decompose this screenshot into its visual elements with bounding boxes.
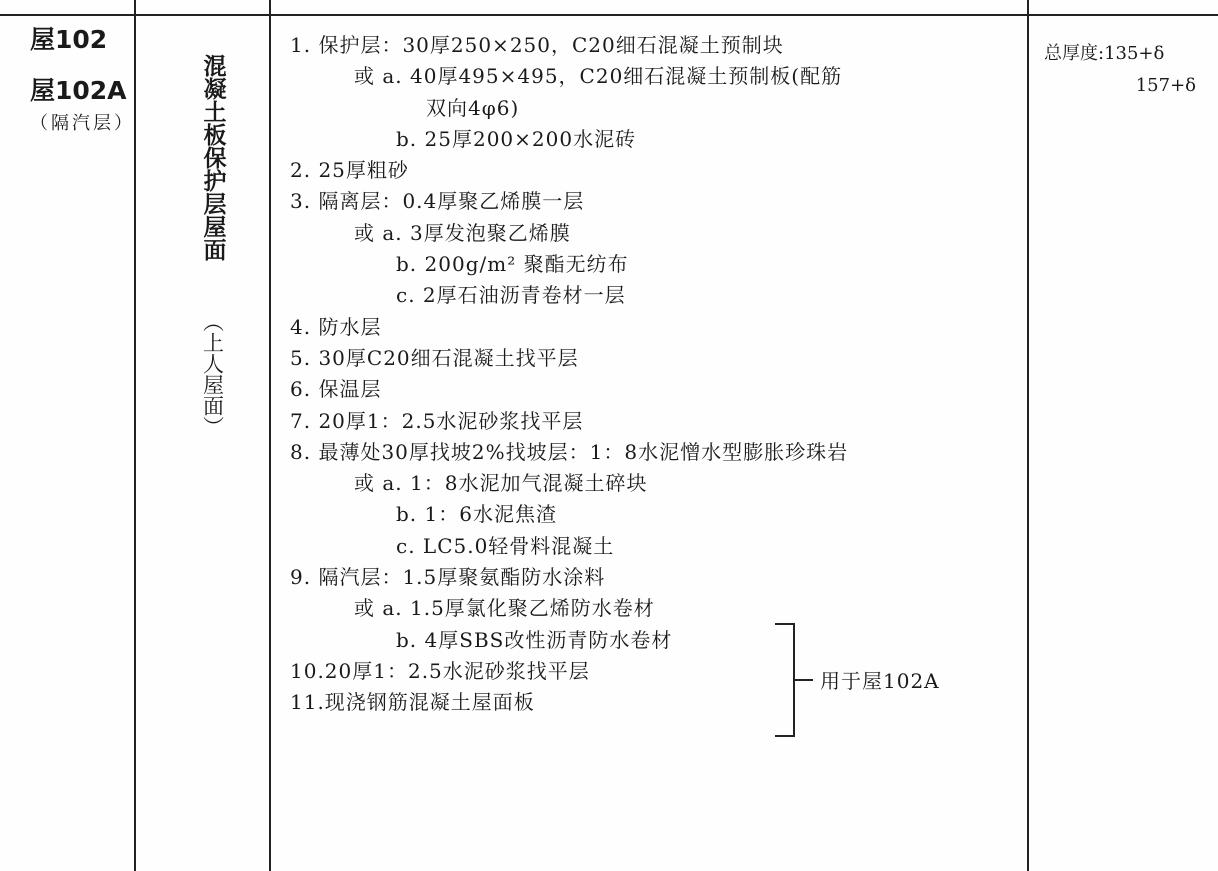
code-secondary: 屋102A [30, 76, 127, 105]
bracket-note: 用于屋102A [820, 669, 940, 693]
code-primary: 屋102 [30, 25, 108, 54]
step-line: 或 a. 1.5厚氯化聚乙烯防水卷材 [354, 596, 655, 621]
bracket-tick [795, 679, 813, 681]
roof-type-subtitle: （上人屋面） [200, 311, 225, 437]
step-line: 或 a. 40厚495×495，C20细石混凝土预制板(配筋 [354, 64, 843, 89]
step-line: 2. 25厚粗砂 [290, 158, 409, 183]
step-line: 5. 30厚C20细石混凝土找平层 [290, 345, 579, 370]
step-line: 10.20厚1：2.5水泥砂浆找平层 [290, 658, 590, 683]
step-line: b. 4厚SBS改性沥青防水卷材 [396, 627, 673, 652]
step-line: 或 a. 3厚发泡聚乙烯膜 [354, 220, 571, 245]
roof-type-title: 混凝土板保护层屋面 [199, 53, 226, 261]
step-line: 4. 防水层 [290, 314, 382, 339]
column-divider-2 [269, 0, 271, 871]
step-line: 双向4φ6) [426, 95, 520, 120]
step-line: 或 a. 1：8水泥加气混凝土碎块 [354, 471, 648, 496]
total-thickness [1044, 38, 1204, 102]
step-line: c. 2厚石油沥青卷材一层 [396, 283, 626, 308]
top-border-line [0, 14, 1218, 16]
step-line: b. 200g/m² 聚酯无纺布 [396, 252, 629, 277]
bracket-marker [775, 623, 795, 737]
column-divider-3 [1027, 0, 1029, 871]
construction-steps-list [290, 30, 1010, 719]
thickness-line-1: 总厚度:135+δ [1044, 43, 1165, 64]
step-line: 3. 隔离层：0.4厚聚乙烯膜一层 [290, 189, 585, 214]
step-line: b. 1：6水泥焦渣 [396, 502, 557, 527]
step-line: 8. 最薄处30厚找坡2%找坡层：1：8水泥憎水型膨胀珍珠岩 [290, 439, 849, 464]
code-column [30, 27, 140, 135]
step-line: 7. 20厚1：2.5水泥砂浆找平层 [290, 408, 584, 433]
step-line: b. 25厚200×200水泥砖 [396, 126, 637, 151]
step-line: c. LC5.0轻骨料混凝土 [396, 533, 615, 558]
thickness-line-2: 157+δ [1135, 75, 1196, 96]
step-line: 6. 保温层 [290, 377, 382, 402]
step-line: 1. 保护层：30厚250×250，C20细石混凝土预制块 [290, 33, 784, 57]
title-column [192, 27, 232, 453]
step-line: 11.现浇钢筋混凝土屋面板 [290, 690, 535, 715]
code-note: （隔汽层） [30, 113, 135, 134]
step-line: 9. 隔汽层：1.5厚聚氨酯防水涂料 [290, 565, 606, 590]
